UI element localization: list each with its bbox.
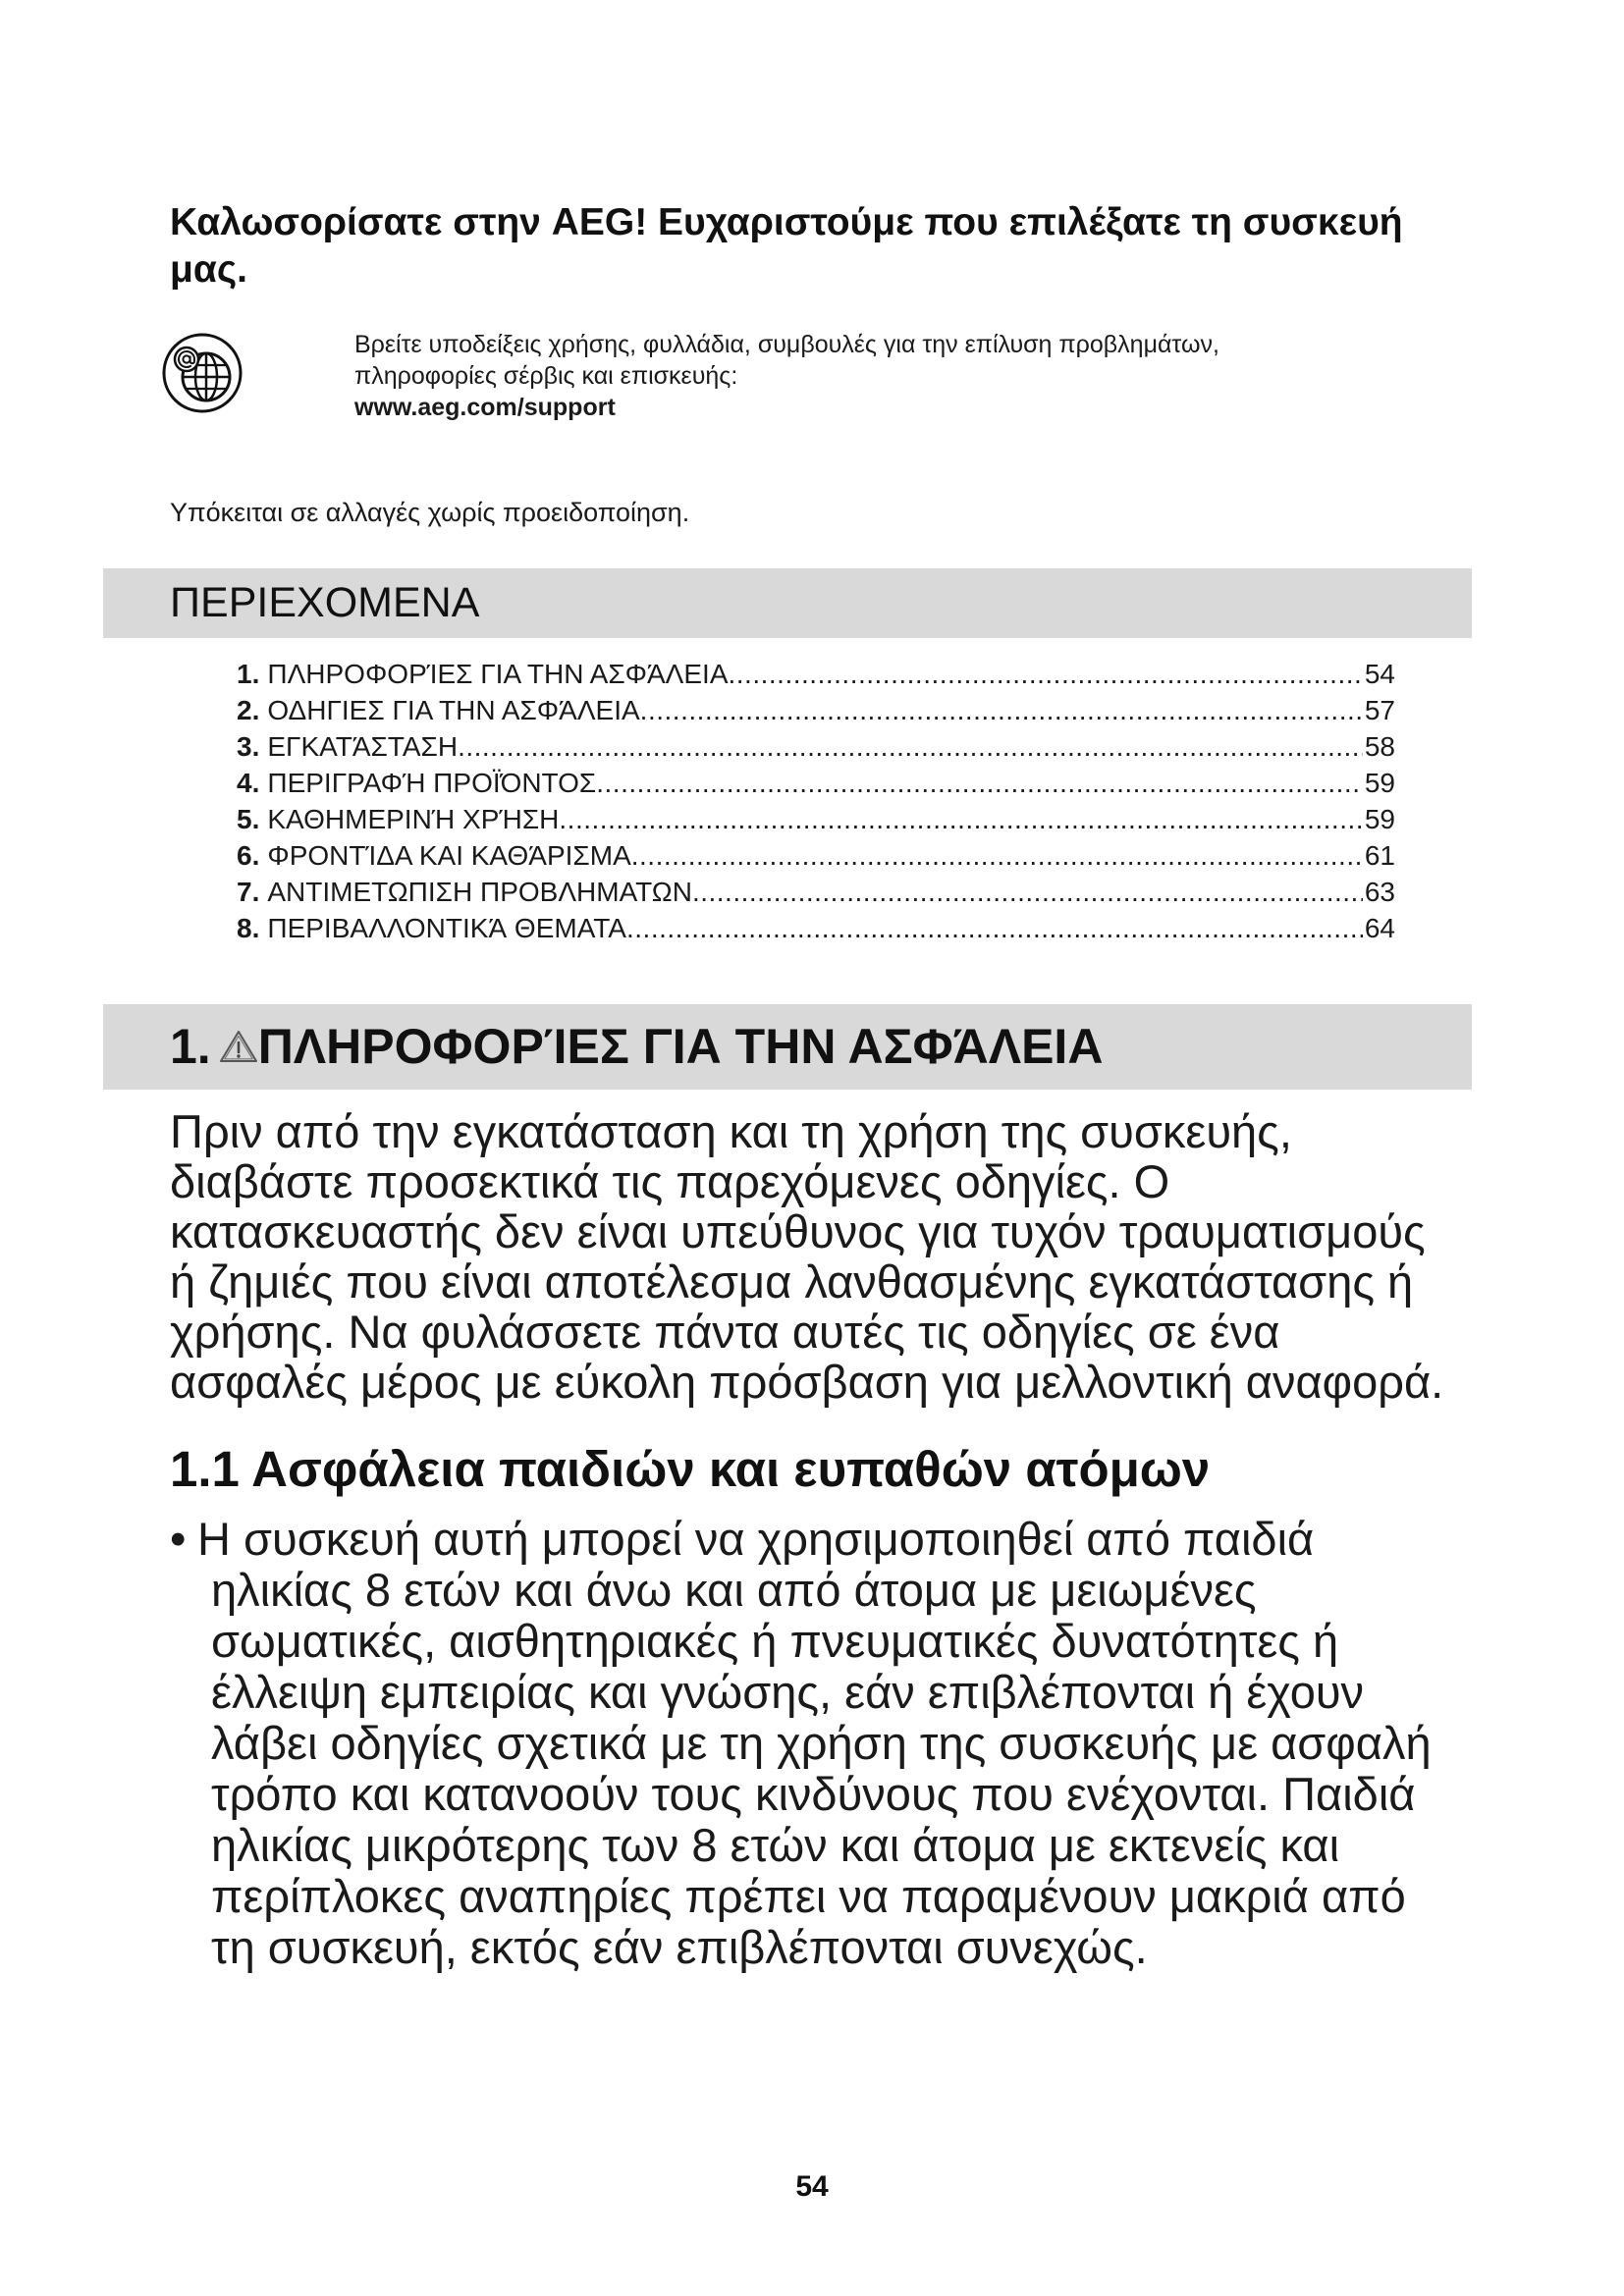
toc-entry-title: ΑΝΤΙΜΕΤΩΠΙΣΗ ΠΡΟΒΛΗΜΑΤΩΝ — [267, 877, 692, 907]
bullet-line: ηλικίας μικρότερης των 8 ετών και άτομα με εκτενείς και — [211, 1819, 1340, 1871]
toc-entry[interactable] — [237, 765, 1395, 801]
toc-dot-leader — [729, 656, 1363, 692]
support-text-line: πληροφορίες σέρβις και επισκευής: — [354, 362, 738, 390]
list-item — [0, 1514, 1624, 1565]
bullet-line: Η συσκευή αυτή μπορεί να χρησιμοποιηθεί από παιδιά — [197, 1513, 1315, 1565]
toc-entry-page: 61 — [1364, 840, 1395, 871]
toc-entry-number: 4. — [237, 768, 260, 798]
intro-line: ασφαλές μέρος με εύκολη πρόσβαση για μελλοντική αναφορά. — [170, 1356, 1444, 1408]
toc-entry-number: 3. — [237, 731, 260, 762]
support-info — [354, 329, 1219, 423]
toc-dot-leader — [559, 801, 1362, 837]
bullet-line: σωματικές, αισθητηριακές ή πνευματικές δυνατότητες ή — [211, 1615, 1339, 1667]
list-item-continuation — [0, 1820, 1624, 1871]
toc-entry[interactable] — [237, 837, 1395, 874]
toc-entry-number: 8. — [237, 913, 260, 943]
section-1-intro — [170, 1106, 1443, 1407]
bullet-mark: • — [170, 1513, 187, 1565]
toc-entry[interactable] — [237, 910, 1395, 946]
toc-entry[interactable] — [237, 728, 1395, 765]
toc-entry-number: 6. — [237, 840, 260, 871]
globe-at-icon — [161, 332, 244, 414]
bullet-list — [0, 1514, 1624, 1973]
intro-line: κατασκευαστής δεν είναι υπεύθυνος για τυχόν τραυματισμούς — [170, 1205, 1426, 1257]
toc-entry-number: 7. — [237, 877, 260, 907]
list-item-continuation — [0, 1922, 1624, 1973]
toc-entry-number: 1. — [237, 659, 260, 689]
toc-dot-leader — [692, 874, 1363, 910]
toc-entry[interactable] — [237, 656, 1395, 692]
toc-entry-title: ΠΕΡΙΓΡΑΦΉ ΠΡΟΪΌΝΤΟΣ — [267, 768, 597, 798]
list-item-continuation — [0, 1718, 1624, 1769]
support-url-link[interactable]: www.aeg.com/support — [354, 394, 616, 421]
toc-entry-title: ΠΕΡΙΒΑΛΛΟΝΤΙΚΆ ΘΕΜΑΤΑ — [267, 913, 626, 943]
toc-entry[interactable] — [237, 692, 1395, 728]
toc-dot-leader — [596, 765, 1363, 801]
bullet-line: περίπλοκες αναπηρίες πρέπει να παραμένουν μακριά από — [211, 1870, 1406, 1922]
bullet-line: τη συσκευή, εκτός εάν επιβλέπονται συνεχώς. — [211, 1921, 1148, 1973]
toc-dot-leader — [626, 910, 1363, 946]
toc-entry-page: 59 — [1364, 804, 1395, 834]
bullet-line: τρόπο και κατανοούν τους κινδύνους που ενέχονται. Παιδιά — [211, 1768, 1416, 1820]
toc-entry-page: 57 — [1364, 695, 1395, 725]
subsection-1-1-heading: 1.1 Ασφάλεια παιδιών και ευπαθών ατόμων — [170, 1441, 1211, 1497]
welcome-heading-line: μας. — [170, 248, 247, 291]
warning-icon — [219, 1029, 258, 1064]
section-1-banner — [103, 1004, 1472, 1090]
section-number: 1. — [170, 1019, 211, 1074]
toc-entry-title: ΕΓΚΑΤΆΣΤΑΣΗ — [267, 731, 459, 762]
table-of-contents — [237, 656, 1395, 946]
toc-dot-leader — [458, 728, 1363, 765]
list-item-continuation — [0, 1667, 1624, 1718]
change-notice: Υπόκειται σε αλλαγές χωρίς προειδοποίηση. — [170, 498, 690, 527]
toc-entry-number: 5. — [237, 804, 260, 834]
toc-entry-number: 2. — [237, 695, 260, 725]
toc-entry-title: ΚΑΘΗΜΕΡΙΝΉ ΧΡΉΣΗ — [267, 804, 560, 834]
toc-entry-page: 54 — [1364, 659, 1395, 689]
intro-line: χρήσης. Να φυλάσσετε πάντα αυτές τις οδηγίες σε ένα — [170, 1306, 1280, 1358]
welcome-heading — [170, 199, 1403, 294]
list-item-continuation — [0, 1769, 1624, 1820]
toc-entry-page: 59 — [1364, 768, 1395, 798]
globe-at-icon-graphic — [161, 332, 244, 414]
list-item-continuation — [0, 1616, 1624, 1667]
section-title: ΠΛΗΡΟΦΟΡΊΕΣ ΓΙΑ ΤΗΝ ΑΣΦΆΛΕΙΑ — [257, 1019, 1104, 1074]
toc-entry[interactable] — [237, 801, 1395, 837]
welcome-heading-line: Καλωσορίσατε στην AEG! Ευχαριστούμε που επιλέξατε τη συσκευή — [170, 201, 1403, 243]
intro-line: ή ζημιές που είναι αποτέλεσμα λανθασμένης εγκατάστασης ή — [170, 1255, 1414, 1308]
section-1-heading — [170, 1004, 1103, 1090]
toc-banner — [103, 568, 1472, 638]
toc-entry-title: ΦΡΟΝΤΊΔΑ ΚΑΙ ΚΑΘΆΡΙΣΜΑ — [267, 840, 631, 871]
support-text-line: Βρείτε υποδείξεις χρήσης, φυλλάδια, συμβουλές για την επίλυση προβλημάτων, — [354, 331, 1219, 358]
toc-title: ΠΕΡΙΕΧΟΜΕΝΑ — [170, 579, 480, 626]
page-number: 54 — [795, 2170, 829, 2203]
bullet-line: ηλικίας 8 ετών και άνω και από άτομα με μειωμένες — [211, 1564, 1257, 1616]
toc-entry-title: ΟΔΗΓΙΕΣ ΓΙΑ ΤΗΝ ΑΣΦΆΛΕΙΑ — [267, 695, 640, 725]
toc-entry-page: 63 — [1364, 877, 1395, 907]
toc-entry-title: ΠΛΗΡΟΦΟΡΊΕΣ ΓΙΑ ΤΗΝ ΑΣΦΆΛΕΙΑ — [267, 659, 729, 689]
intro-line: διαβάστε προσεκτικά τις παρεχόμενες οδηγίες. Ο — [170, 1155, 1170, 1207]
toc-entry-page: 58 — [1364, 731, 1395, 762]
toc-entry-page: 64 — [1364, 913, 1395, 943]
toc-dot-leader — [640, 692, 1363, 728]
intro-line: Πριν από την εγκατάσταση και τη χρήση της συσκευής, — [170, 1105, 1292, 1157]
list-item-continuation — [0, 1565, 1624, 1616]
toc-dot-leader — [631, 837, 1363, 874]
toc-entry[interactable] — [237, 874, 1395, 910]
bullet-line: έλλειψη εμπειρίας και γνώσης, εάν επιβλέπονται ή έχουν — [211, 1666, 1365, 1718]
warning-icon-graphic — [219, 1029, 258, 1064]
bullet-line: λάβει οδηγίες σχετικά με τη χρήση της συσκευής με ασφαλή — [211, 1717, 1432, 1769]
list-item-continuation — [0, 1871, 1624, 1922]
